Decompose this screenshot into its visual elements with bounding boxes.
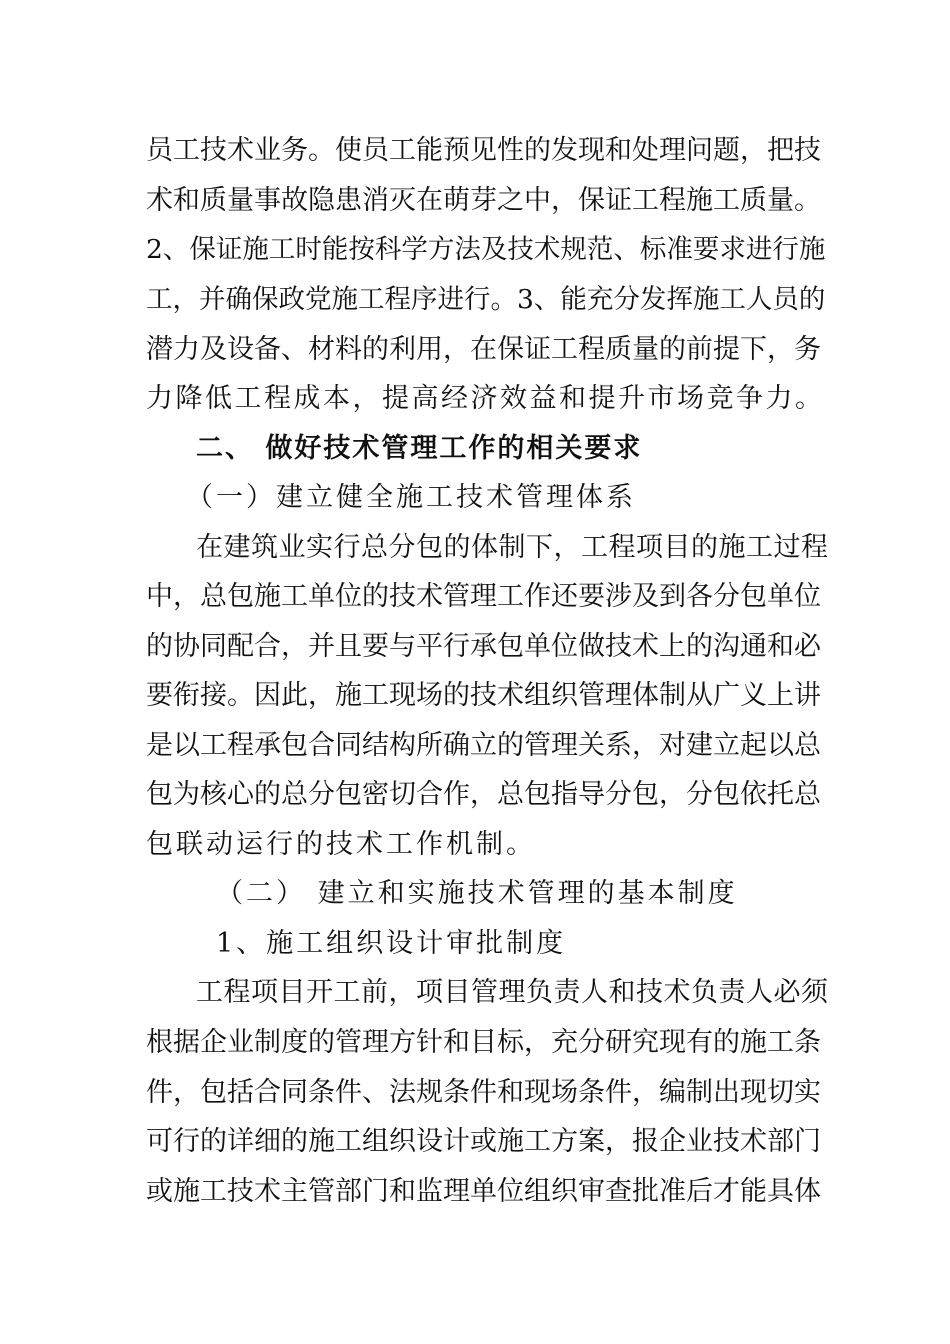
paragraph-line: 工，并确保政党施工程序进行。3、能充分发挥施工人员的 — [146, 284, 826, 315]
paragraph-line: 2、保证施工时能按科学方法及技术规范、标准要求进行施 — [146, 234, 826, 265]
paragraph-line: 术和质量事故隐患消灭在萌芽之中，保证工程施工质量。 — [146, 185, 821, 216]
paragraph-line: 的协同配合，并且要与平行承包单位做技术上的沟通和必 — [146, 631, 821, 662]
paragraph-line: 中，总包施工单位的技术管理工作还要涉及到各分包单位 — [146, 581, 821, 612]
paragraph-line: 员工技术业务。使员工能预见性的发现和处理问题，把技 — [146, 135, 821, 166]
paragraph-line: 包联动运行的技术工作机制。 — [146, 829, 536, 860]
paragraph-line: 包为核心的总分包密切合作，总包指导分包，分包依托总 — [146, 779, 821, 810]
paragraph-line: 要衔接。因此，施工现场的技术组织管理体制从广义上讲 — [146, 680, 821, 711]
paragraph-line: 根据企业制度的管理方针和目标，充分研究现有的施工条 — [146, 1027, 821, 1058]
paragraph-line: 可行的详细的施工组织设计或施工方案，报企业技术部门 — [146, 1126, 821, 1157]
item-heading: 1、施工组织设计审批制度 — [216, 928, 567, 959]
paragraph-line: 在建筑业实行总分包的体制下，工程项目的施工过程 — [196, 532, 829, 563]
paragraph-line: 件，包括合同条件、法规条件和现场条件，编制出现切实 — [146, 1077, 821, 1108]
subsection-heading: （一）建立健全施工技术管理体系 — [186, 482, 636, 513]
paragraph-line: 潜力及设备、材料的利用，在保证工程质量的前提下，务 — [146, 334, 821, 365]
paragraph-line: 是以工程承包合同结构所确立的管理关系，对建立起以总 — [146, 730, 821, 761]
paragraph-line: 力降低工程成本，提高经济效益和提升市场竞争力。 — [146, 383, 825, 414]
subsection-heading: （二） 建立和实施技术管理的基本制度 — [216, 878, 738, 909]
paragraph-line: 工程项目开工前，项目管理负责人和技术负责人必须 — [196, 977, 829, 1008]
paragraph-line: 或施工技术主管部门和监理单位组织审查批准后才能具体 — [146, 1176, 821, 1207]
section-heading: 二、 做好技术管理工作的相关要求 — [196, 433, 643, 464]
